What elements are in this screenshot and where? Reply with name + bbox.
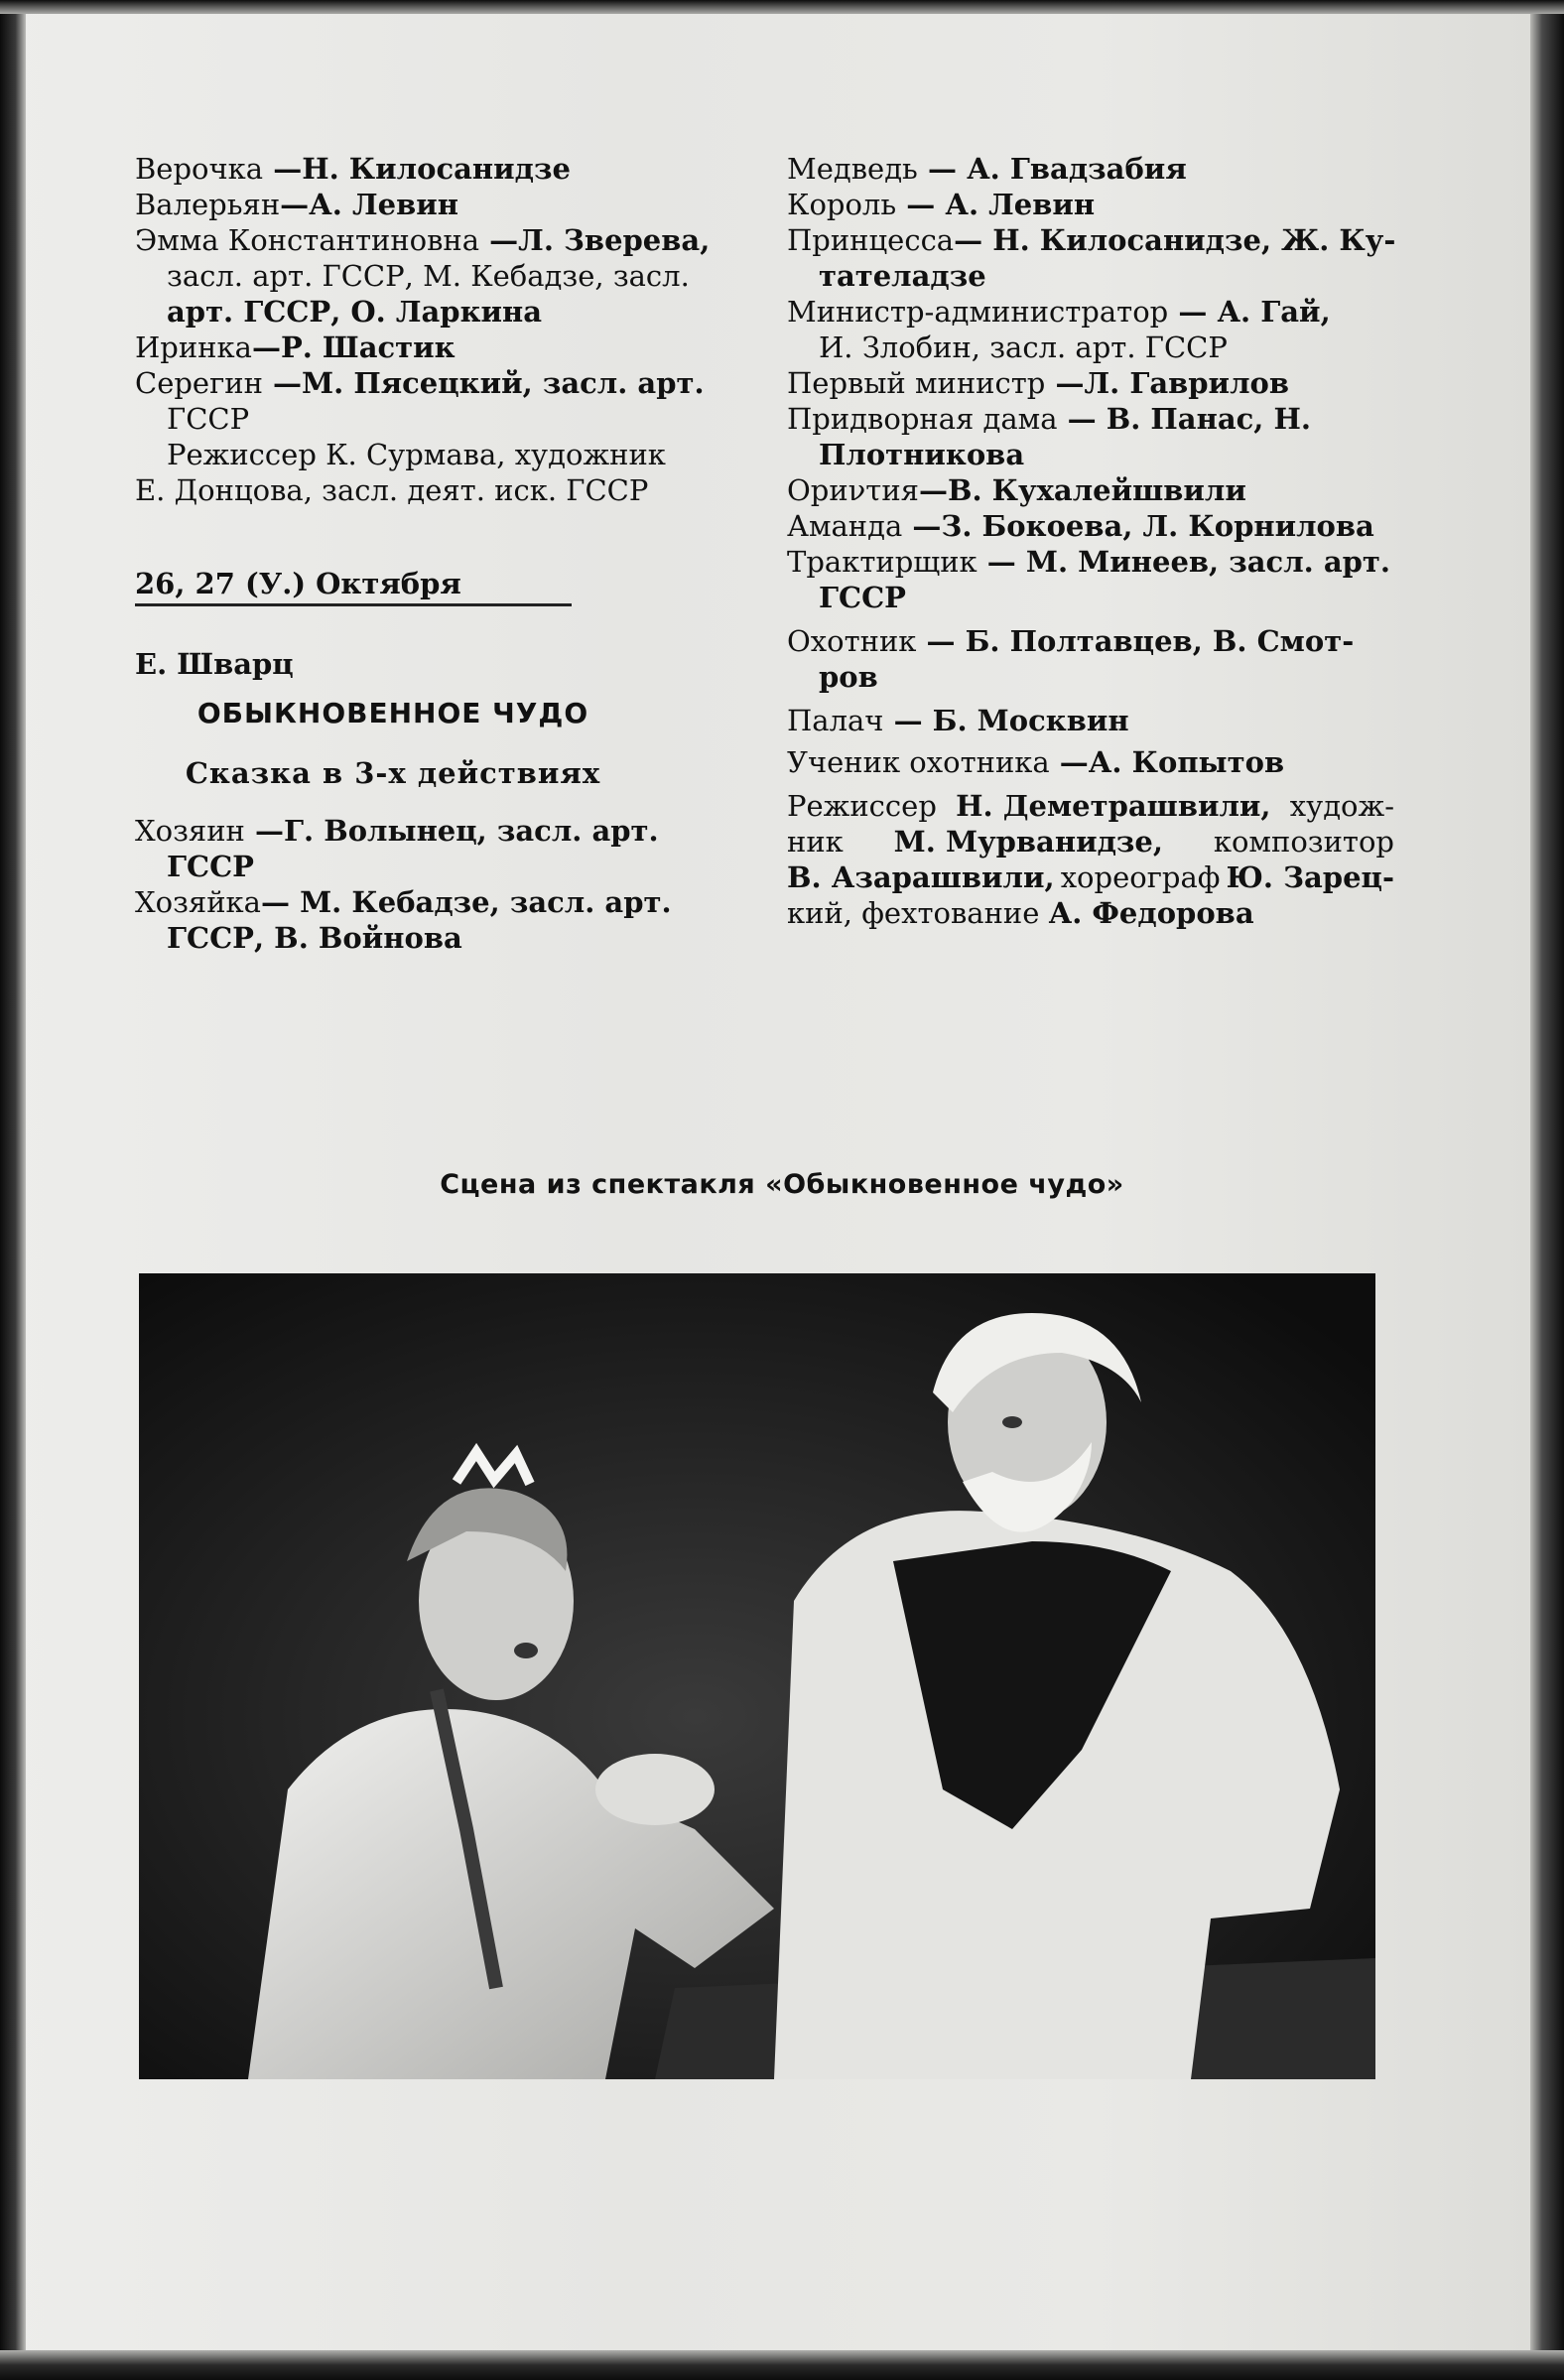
cast-entry-continuation: ГССР, В. Войнова: [167, 921, 462, 955]
play-title: ОБЫКНОВЕННОЕ ЧУДО: [196, 697, 589, 729]
cast-entry: Министр-администратор — А. Гай,: [787, 295, 1331, 329]
cast-entry: Аманда —З. Бокоева, Л. Корнилова: [787, 509, 1374, 543]
credits-block: [787, 788, 1394, 931]
stage-scene-illustration: [139, 1273, 1375, 2079]
credits-line: кий, фехтование А. Федорова: [787, 896, 1254, 930]
cast-entry: Король — А. Левин: [787, 188, 1096, 221]
cast-entry-continuation: И. Злобин, засл. арт. ГССР: [819, 331, 1228, 364]
scan-edge-top: [0, 0, 1564, 14]
cast-entry: Валерьян—А. Левин: [135, 188, 458, 221]
credits-line: Е. Донцова, засл. деят. иск. ГССР: [135, 473, 649, 507]
cast-entry: Принцесса— Н. Килосанидзе, Ж. Ку-: [787, 223, 1396, 257]
cast-entry: Хозяйка— М. Кебадзе, засл. арт.: [135, 885, 672, 919]
cast-entry-continuation: арт. ГССР, О. Ларкина: [167, 295, 543, 329]
cast-entry: Иринка—Р. Шастик: [135, 331, 456, 364]
cast-entry: Верочка —Н. Килосанидзе: [135, 152, 571, 186]
credits-line: Режиссер К. Сурмава, художник: [167, 438, 666, 471]
play-subtitle: Сказка в 3-х действиях: [185, 756, 601, 790]
cast-list-bottom: [135, 813, 750, 956]
cast-entry: Трактирщик — М. Минеев, засл. арт.: [787, 545, 1390, 579]
cast-list-top: [135, 151, 750, 508]
photo-caption: Сцена из спектакля «Обыкновенное чудо»: [440, 1169, 1124, 1200]
cast-entry: Серегин —М. Пясецкий, засл. арт.: [135, 366, 705, 400]
cast-entry-continuation: ГССР: [167, 850, 254, 883]
cast-entry-continuation: Плотникова: [819, 438, 1025, 471]
left-column: [135, 151, 750, 956]
cast-entry: Ориντия—В. Кухалейшвили: [787, 473, 1246, 507]
play-author: Е. Шварц: [135, 647, 294, 681]
divider-rule: [135, 603, 572, 606]
scan-edge-bottom: [0, 2350, 1564, 2380]
cast-entry-continuation: ГССР: [167, 402, 250, 436]
cast-entry: Первый министр —Л. Гаврилов: [787, 366, 1290, 400]
cast-entry: Хозяин —Г. Волынец, засл. арт.: [135, 814, 659, 848]
credits-line: Режиссер Н. Деметрашвили, худож-: [787, 789, 1394, 823]
right-column: [787, 151, 1394, 931]
credits-line: ник М. Мурванидзе, композитор: [787, 825, 1394, 859]
cast-entry-continuation: ров: [819, 660, 878, 694]
cast-entry: Медведь — А. Гвадзабия: [787, 152, 1187, 186]
cast-entry: Палач — Б. Москвин: [787, 704, 1129, 737]
credits-line: В. Азарашвили, хореограф Ю. Зарец-: [787, 860, 1394, 894]
stage-photo: [139, 1273, 1375, 2079]
cast-entry-continuation: ГССР: [819, 581, 906, 614]
cast-entry: Эмма Константиновна —Л. Зверева,: [135, 223, 711, 257]
performance-date-block: [135, 530, 750, 606]
cast-entry: Придворная дама — В. Панас, Н.: [787, 402, 1311, 436]
cast-entry: Ученик охотника —А. Копытов: [787, 745, 1285, 779]
cast-entry: Охотник — Б. Полтавцев, В. Смот-: [787, 624, 1355, 658]
cast-entry-continuation: тателадзе: [819, 259, 986, 293]
performance-date: 26, 27 (У.) Октября: [135, 567, 461, 600]
cast-entry-continuation: засл. арт. ГССР, М. Кебадзе, засл.: [167, 259, 690, 293]
